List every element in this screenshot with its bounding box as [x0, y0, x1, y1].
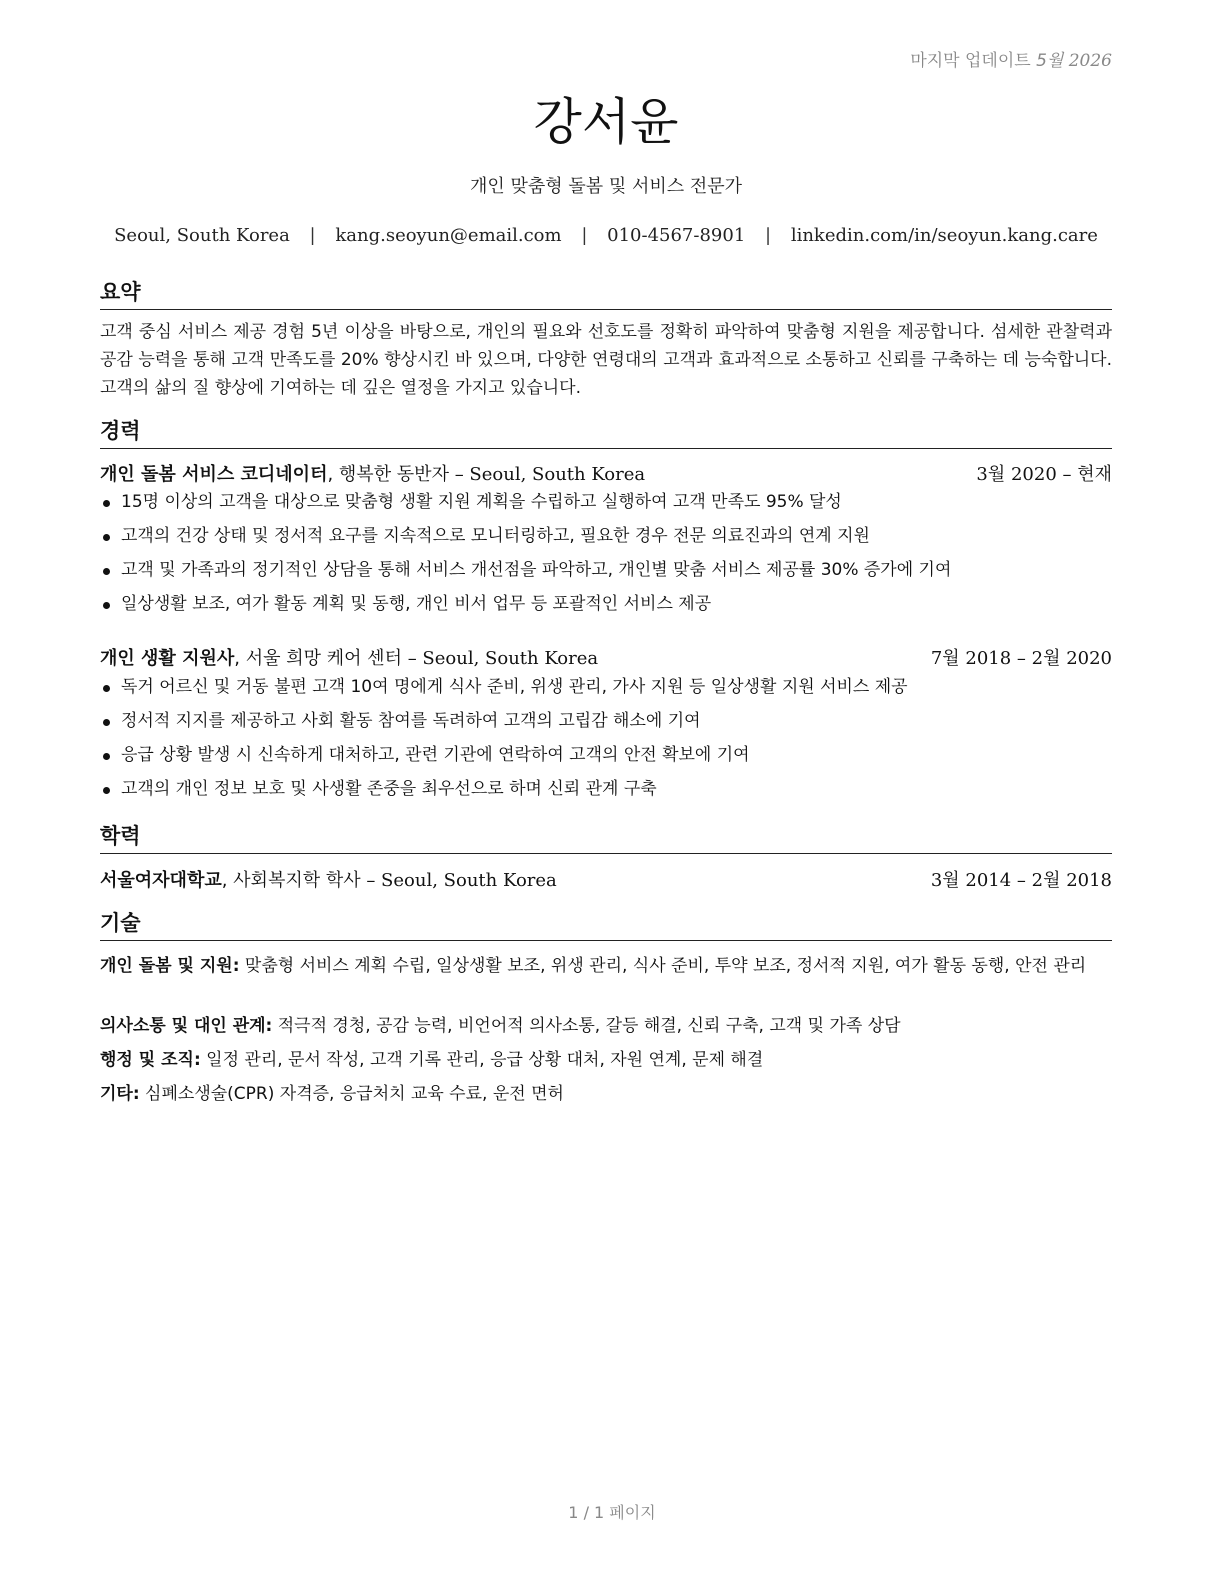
job-org: , 서울 희망 케어 센터 — [234, 648, 402, 669]
job-role: 개인 돌봄 서비스 코디네이터 — [100, 464, 328, 485]
job-bullets — [100, 675, 1112, 811]
skill-line — [100, 1013, 1112, 1039]
skill-line — [100, 1047, 1112, 1073]
job-org: , 행복한 동반자 — [327, 464, 449, 485]
section-title-skills: 기술 — [100, 907, 1112, 941]
candidate-name: 강서윤 — [533, 93, 679, 151]
skill-text: 심폐소생술(CPR) 자격증, 응급처치 교육 수료, 운전 면허 — [139, 1084, 564, 1104]
skill-line — [100, 1081, 1112, 1107]
job-location: – Seoul, South Korea — [448, 464, 646, 485]
candidate-tagline: 개인 맞춤형 돌봄 및 서비스 전문가 — [469, 176, 743, 197]
contact-email[interactable]: kang.seoyun@email.com — [335, 225, 562, 246]
education-dates: 3월 2014 – 2월 2018 — [930, 870, 1112, 891]
list-item: 정서적 지지를 제공하고 사회 활동 참여를 독려하여 고객의 고립감 해소에 기여 — [100, 709, 1112, 743]
job-location: – Seoul, South Korea — [401, 648, 599, 669]
skill-line — [100, 953, 1112, 979]
list-item: 15명 이상의 고객을 대상으로 맞춤형 생활 지원 계획을 수립하고 실행하여 고객 만족도 95% 달성 — [100, 490, 1112, 524]
section-title-experience: 경력 — [100, 415, 1112, 449]
education-school: 서울여자대학교 — [100, 870, 222, 891]
job-header — [100, 460, 1112, 486]
education-entry — [100, 866, 1112, 892]
page-number: 1 / 1 페이지 — [568, 1503, 656, 1522]
education-location: – Seoul, South Korea — [360, 870, 557, 891]
contact-separator: | — [765, 225, 772, 246]
list-item: 독거 어르신 및 거동 불편 고객 10여 명에게 식사 준비, 위생 관리, 가사 지원 등 일상생활 지원 서비스 제공 — [100, 675, 1112, 709]
skill-label: 개인 돌봄 및 지원: — [100, 956, 240, 976]
contact-phone: 010-4567-8901 — [607, 225, 746, 246]
list-item: 고객 및 가족과의 정기적인 상담을 통해 서비스 개선점을 파악하고, 개인별 맞춤 서비스 제공률 30% 증가에 기여 — [100, 558, 1112, 592]
job-header — [100, 644, 1112, 670]
job-bullets — [100, 490, 1112, 626]
contact-location: Seoul, South Korea — [114, 225, 290, 246]
contact-linkedin[interactable]: linkedin.com/in/seoyun.kang.care — [790, 225, 1098, 246]
list-item: 일상생활 보조, 여가 활동 계획 및 동행, 개인 비서 업무 등 포괄적인 서비스 제공 — [100, 592, 1112, 626]
skill-text: 일정 관리, 문서 작성, 고객 기록 관리, 응급 상황 대처, 자원 연계, 문제 해결 — [200, 1050, 764, 1070]
skill-label: 기타: — [100, 1084, 140, 1104]
skill-label: 행정 및 조직: — [100, 1050, 201, 1070]
job-dates: 3월 2020 – 현재 — [976, 464, 1112, 485]
job-dates: 7월 2018 – 2월 2020 — [930, 648, 1112, 669]
contact-line — [100, 225, 1112, 246]
section-title-summary: 요약 — [100, 276, 1112, 310]
last-updated: 마지막 업데이트 5월 2026 — [910, 51, 1112, 71]
skill-label: 의사소통 및 대인 관계: — [100, 1016, 273, 1036]
job-role: 개인 생활 지원사 — [100, 648, 235, 669]
contact-separator: | — [309, 225, 316, 246]
list-item: 고객의 건강 상태 및 정서적 요구를 지속적으로 모니터링하고, 필요한 경우 전문 의료진과의 연계 지원 — [100, 524, 1112, 558]
contact-separator: | — [581, 225, 588, 246]
skill-text: 적극적 경청, 공감 능력, 비언어적 의사소통, 갈등 해결, 신뢰 구축, 고객 및 가족 상담 — [272, 1016, 901, 1036]
list-item: 응급 상황 발생 시 신속하게 대처하고, 관련 기관에 연락하여 고객의 안전 확보에 기여 — [100, 743, 1112, 777]
skill-text: 맞춤형 서비스 계획 수립, 일상생활 보조, 위생 관리, 식사 준비, 투약 보조, 정서적 지원, 여가 활동 동행, 안전 관리 — [239, 956, 1087, 976]
section-title-education: 학력 — [100, 820, 1112, 854]
list-item: 고객의 개인 정보 보호 및 사생활 존중을 최우선으로 하며 신뢰 관계 구축 — [100, 777, 1112, 811]
summary-text: 고객 중심 서비스 제공 경험 5년 이상을 바탕으로, 개인의 필요와 선호도를 정확히 파악하여 맞춤형 지원을 제공합니다. 섬세한 관찰력과 공감 능력을 통해 고객 만족도를 20% 향상시킨 바 있으며, 다양한 연령대의 고객과 효과적으로 소통하고 신뢰를 구축하는 데 능숙합니다. 고객의 삶의 질 향상에 기여하는 데 깊은 열정을 가지고 있습니다. — [100, 322, 1112, 398]
education-degree: , 사회복지학 학사 — [221, 870, 361, 891]
